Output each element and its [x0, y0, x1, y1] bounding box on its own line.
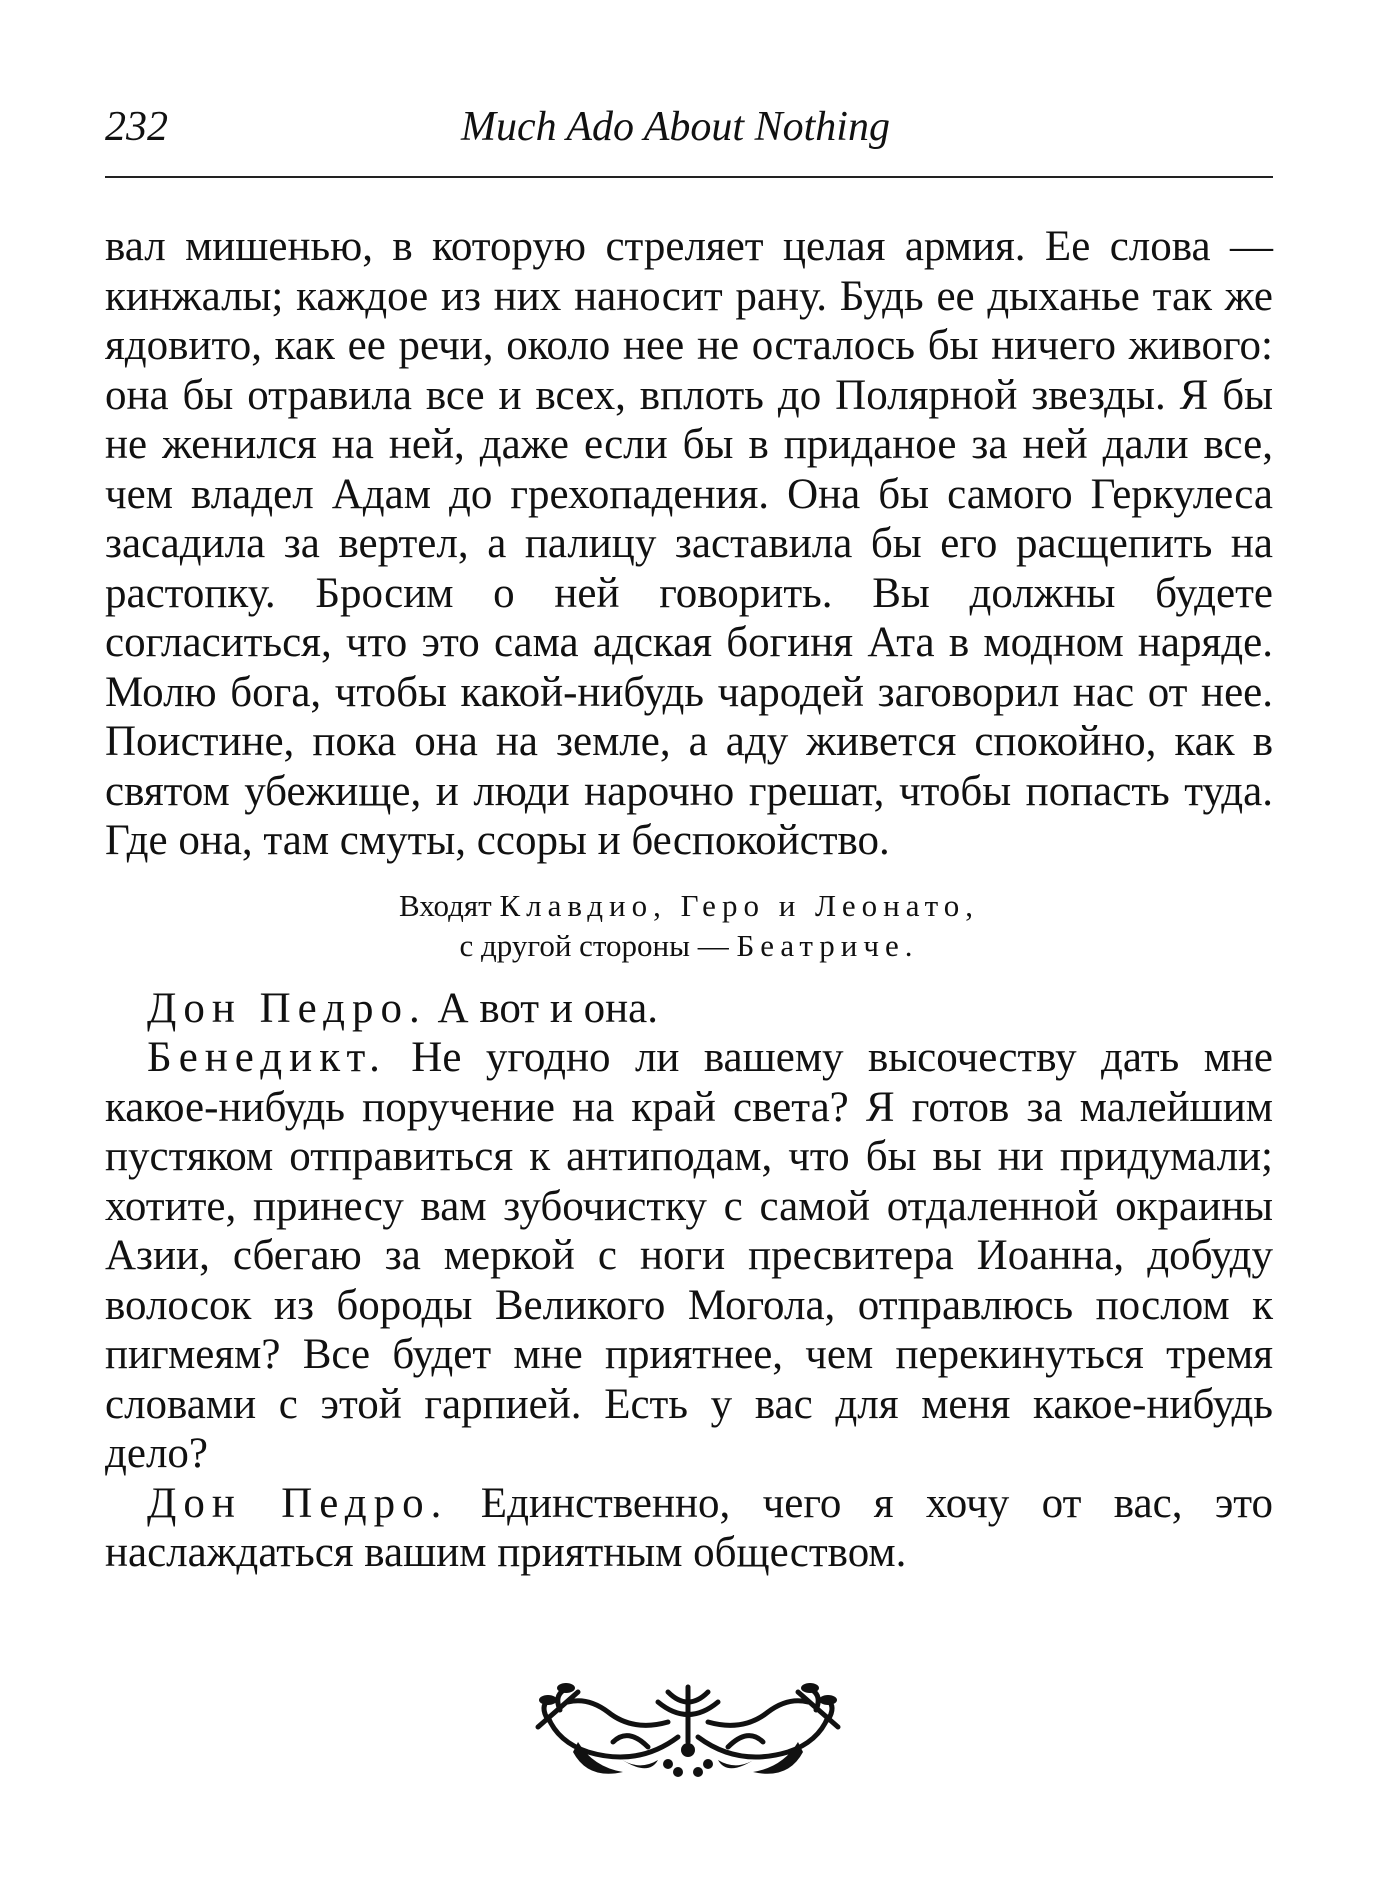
page-number: 232	[105, 104, 168, 150]
header-rule	[105, 176, 1273, 178]
book-page	[105, 0, 1273, 1878]
running-head	[105, 103, 1273, 151]
speaker-name: Дон Педро.	[147, 1479, 449, 1527]
book-title: Much Ado About Nothing	[461, 104, 890, 150]
stage-other-side: с другой стороны —	[459, 927, 729, 963]
dialogue-line	[105, 1033, 1273, 1479]
speaker-name: Дон Педро.	[147, 984, 427, 1032]
speaker-name: Бенедикт.	[147, 1034, 387, 1081]
line-text: Не угодно ли вашему высочеству дать мне какое-нибудь поручение на край света? Я готов за малейшим пустяком отправиться к антиподам, что бы вы ни придумали; хотите, принесу вам зубочистку с самой отдаленной окраины Азии, сбегаю за меркой с ноги пресвитера Иоанна, добуду волосок из бороды Великого Могола, отправлюсь послом к пигмеям? Все будет мне приятнее, чем перекинуться тремя словами с этой гарпией. Есть у вас для меня какое-нибудь дело?	[105, 1034, 1274, 1477]
dialogue-line	[105, 1479, 1273, 1578]
floral-tailpiece-icon	[518, 1672, 858, 1792]
stage-names: Клавдио, Геро и Леонато,	[499, 887, 980, 923]
line-text: А вот и она.	[437, 984, 658, 1032]
line-text: Единственно, чего я хочу от вас, это наслаждаться вашим приятным обществом.	[105, 1479, 1273, 1576]
stage-direction	[105, 886, 1273, 966]
paragraph-continued: вал мишенью, в которую стреляет целая армия. Ее слова — кинжалы; каждое из них наносит рану. Будь ее дыханье так же ядовито, как ее речи, около нее не осталось бы ничего живого: она бы отравила все и всех, вплоть до Полярной звезды. Я бы не женился на ней, даже если бы в приданое за ней дали все, чем владел Адам до грехопадения. Она бы самого Геркулеса засадила за вертел, а палицу заставила бы его расщепить на растопку. Бросим о ней говорить. Вы должны будете согласиться, что это сама адская богиня Ата в модном наряде. Молю бога, чтобы какой-нибудь чародей заговорил нас от нее. Поистине, пока она на земле, а аду живется спокойно, как в святом убежище, и люди нарочно грешат, чтобы попасть туда. Где она, там смуты, ссоры и беспокойство.	[105, 223, 1273, 864]
body-text	[105, 222, 1273, 1578]
dialogue-line	[105, 984, 1273, 1034]
stage-enter-word: Входят	[398, 887, 492, 923]
stage-beatrice: Беатриче.	[736, 927, 919, 963]
